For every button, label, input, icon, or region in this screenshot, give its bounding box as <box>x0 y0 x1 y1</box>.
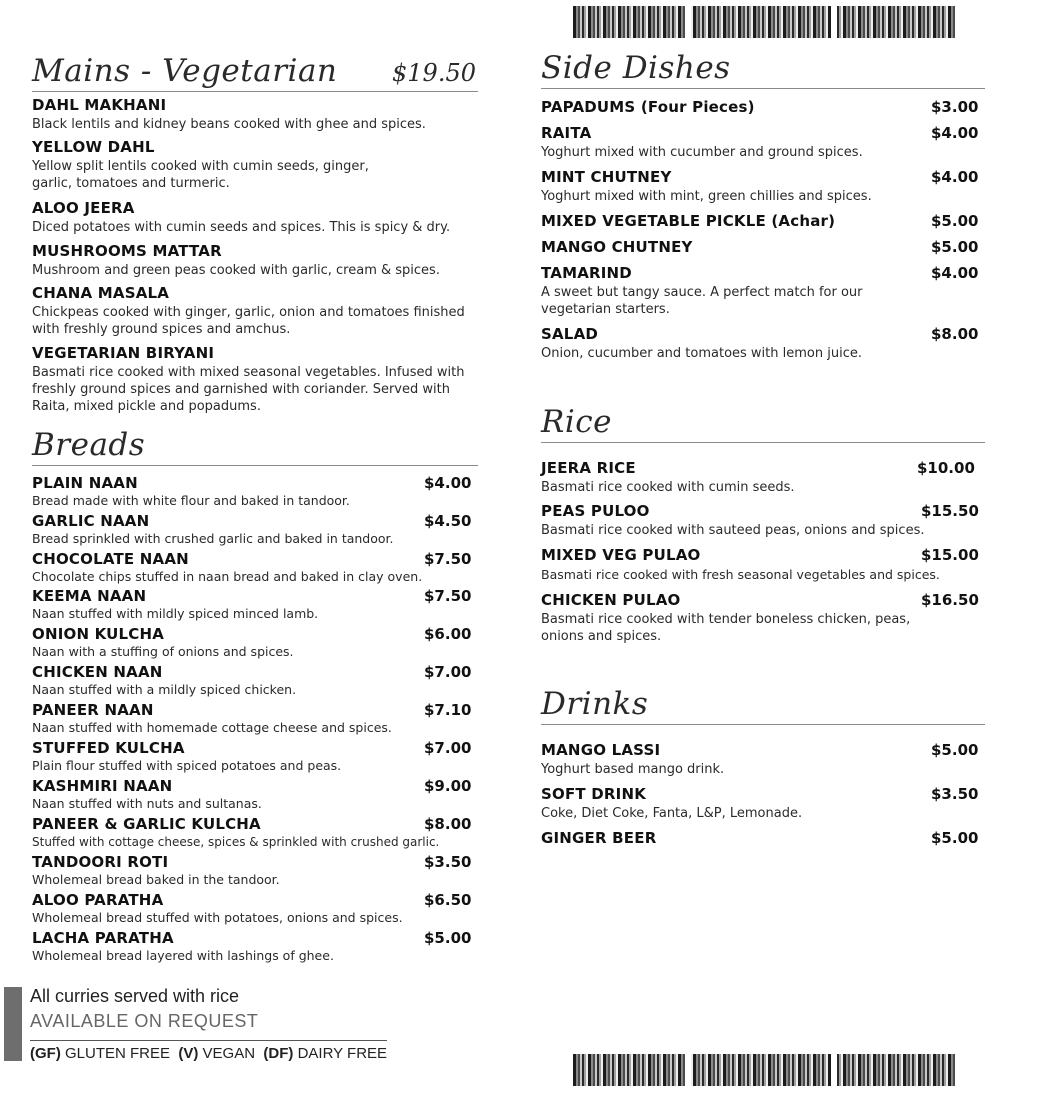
item-price: $4.00 <box>424 474 472 492</box>
item-description: Chocolate chips stuffed in naan bread and baked in clay oven. <box>32 569 423 584</box>
rice-title: Rice <box>541 404 612 440</box>
item-name: MANGO LASSI <box>541 741 661 759</box>
item-description: Basmati rice cooked with tender boneless chicken, peas, onions and spices. <box>541 612 911 644</box>
item-price: $6.00 <box>424 625 472 643</box>
item-name: CHOCOLATE NAAN <box>32 550 189 568</box>
item-description: Bread made with white flour and baked in tandoor. <box>32 493 350 508</box>
barcode-strip-bottom <box>573 1054 955 1086</box>
gf-label: GLUTEN FREE <box>65 1045 171 1062</box>
item-description: Basmati rice cooked with cumin seeds. <box>541 480 795 495</box>
item-name: DAHL MAKHANI <box>32 96 167 114</box>
item-description: Naan with a stuffing of onions and spices. <box>32 644 294 659</box>
item-name: TANDOORI ROTI <box>32 853 169 871</box>
item-name: SALAD <box>541 325 599 343</box>
item-description: Onion, cucumber and tomatoes with lemon juice. <box>541 346 862 361</box>
item-price: $15.50 <box>921 502 979 520</box>
item-price: $16.50 <box>921 591 979 609</box>
dietary-legend <box>30 1045 387 1062</box>
item-name: KEEMA NAAN <box>32 587 147 605</box>
item-name: CHANA MASALA <box>32 284 170 302</box>
item-price: $5.00 <box>931 238 979 256</box>
item-name: STUFFED KULCHA <box>32 739 185 757</box>
item-description: Mushroom and green peas cooked with garlic, cream & spices. <box>32 263 440 278</box>
gf-code: (GF) <box>30 1045 61 1062</box>
item-name: ONION KULCHA <box>32 625 165 643</box>
item-price: $3.50 <box>931 785 979 803</box>
item-name: MINT CHUTNEY <box>541 168 672 186</box>
breads-title: Breads <box>32 427 146 463</box>
item-name: MUSHROOMS MATTAR <box>32 242 222 260</box>
breads-header <box>32 420 478 466</box>
item-description: Stuffed with cottage cheese, spices & sprinkled with crushed garlic. <box>32 835 440 849</box>
item-price: $5.00 <box>931 212 979 230</box>
item-description: Black lentils and kidney beans cooked with ghee and spices. <box>32 117 426 132</box>
item-description: Wholemeal bread baked in the tandoor. <box>32 872 280 887</box>
item-description: Basmati rice cooked with fresh seasonal vegetables and spices. <box>541 567 940 582</box>
item-name: VEGETARIAN BIRYANI <box>32 344 215 362</box>
item-price: $4.00 <box>931 124 979 142</box>
item-name: ALOO JEERA <box>32 199 135 217</box>
item-name: PLAIN NAAN <box>32 474 138 492</box>
item-description: Basmati rice cooked with sauteed peas, onions and spices. <box>541 523 925 538</box>
drinks-title: Drinks <box>541 686 649 722</box>
item-description: Diced potatoes with cumin seeds and spices. This is spicy & dry. <box>32 220 451 235</box>
item-price: $4.00 <box>931 264 979 282</box>
mains-price: $19.50 <box>392 59 476 87</box>
item-price: $5.00 <box>931 741 979 759</box>
item-price: $7.00 <box>424 739 472 757</box>
drinks-header <box>541 678 985 725</box>
item-name: PAPADUMS (Four Pieces) <box>541 98 755 116</box>
item-description: Naan stuffed with homemade cottage cheese and spices. <box>32 720 392 735</box>
item-name: CHICKEN PULAO <box>541 591 681 609</box>
item-price: $15.00 <box>921 546 979 564</box>
item-description: Coke, Diet Coke, Fanta, L&P, Lemonade. <box>541 806 803 821</box>
rice-header <box>541 398 985 443</box>
item-description: Yoghurt mixed with mint, green chillies and spices. <box>541 189 872 204</box>
item-price: $8.00 <box>931 325 979 343</box>
sides-header <box>541 42 985 89</box>
item-name: SOFT DRINK <box>541 785 647 803</box>
item-price: $7.50 <box>424 550 472 568</box>
item-price: $10.00 <box>917 459 975 477</box>
footer-accent-bar <box>4 987 22 1061</box>
item-price: $6.50 <box>424 891 472 909</box>
item-name: GINGER BEER <box>541 829 657 847</box>
item-description: Naan stuffed with a mildly spiced chicken. <box>32 682 297 697</box>
item-price: $4.00 <box>931 168 979 186</box>
item-name: MIXED VEGETABLE PICKLE (Achar) <box>541 212 836 230</box>
mains-header <box>32 36 478 92</box>
item-name: YELLOW DAHL <box>32 138 155 156</box>
item-description: Yoghurt based mango drink. <box>541 762 725 777</box>
item-name: PANEER NAAN <box>32 701 154 719</box>
item-description: A sweet but tangy sauce. A perfect match for our vegetarian starters. <box>541 285 863 317</box>
barcode-strip-top <box>573 6 955 38</box>
item-name: PANEER & GARLIC KULCHA <box>32 815 261 833</box>
footer-available-note: AVAILABLE ON REQUEST <box>30 1011 259 1031</box>
item-name: LACHA PARATHA <box>32 929 174 947</box>
item-description: Naan stuffed with mildly spiced minced lamb. <box>32 606 319 621</box>
item-name: MIXED VEG PULAO <box>541 546 701 564</box>
footer-rice-note: All curries served with rice <box>30 986 240 1006</box>
item-price: $5.00 <box>931 829 979 847</box>
v-code: (V) <box>178 1045 199 1062</box>
item-description: Plain flour stuffed with spiced potatoes and peas. <box>32 758 342 773</box>
item-description: Basmati rice cooked with mixed seasonal vegetables. Infused with freshly ground spices and garnished with coriander. Served with Raita, mixed pickle and popadums. <box>32 365 465 414</box>
item-description: Chickpeas cooked with ginger, garlic, onion and tomatoes finished with freshly ground spices and amchus. <box>32 305 465 337</box>
item-description: Wholemeal bread layered with lashings of ghee. <box>32 948 334 963</box>
item-price: $9.00 <box>424 777 472 795</box>
item-description: Bread sprinkled with crushed garlic and baked in tandoor. <box>32 531 394 546</box>
item-price: $5.00 <box>424 929 472 947</box>
item-name: JEERA RICE <box>541 459 636 477</box>
item-description: Wholemeal bread stuffed with potatoes, onions and spices. <box>32 910 403 925</box>
item-name: CHICKEN NAAN <box>32 663 163 681</box>
item-price: $3.50 <box>424 853 472 871</box>
item-name: RAITA <box>541 124 592 142</box>
mains-title: Mains - Vegetarian <box>32 53 338 89</box>
sides-title: Side Dishes <box>541 50 731 86</box>
item-price: $7.10 <box>424 701 472 719</box>
df-code: (DF) <box>263 1045 294 1062</box>
item-price: $7.00 <box>424 663 472 681</box>
df-label: DAIRY FREE <box>297 1045 388 1062</box>
item-name: ALOO PARATHA <box>32 891 164 909</box>
item-description: Yoghurt mixed with cucumber and ground spices. <box>541 145 863 160</box>
item-name: TAMARIND <box>541 264 632 282</box>
footer-divider <box>30 1040 387 1041</box>
item-name: MANGO CHUTNEY <box>541 238 693 256</box>
item-name: PEAS PULOO <box>541 502 650 520</box>
item-price: $3.00 <box>931 98 979 116</box>
item-price: $4.50 <box>424 512 472 530</box>
item-price: $8.00 <box>424 815 472 833</box>
v-label: VEGAN <box>202 1045 256 1062</box>
item-description: Yellow split lentils cooked with cumin seeds, ginger, garlic, tomatoes and turmeric. <box>32 159 369 191</box>
item-name: GARLIC NAAN <box>32 512 150 530</box>
item-description: Naan stuffed with nuts and sultanas. <box>32 796 262 811</box>
item-name: KASHMIRI NAAN <box>32 777 173 795</box>
item-price: $7.50 <box>424 587 472 605</box>
